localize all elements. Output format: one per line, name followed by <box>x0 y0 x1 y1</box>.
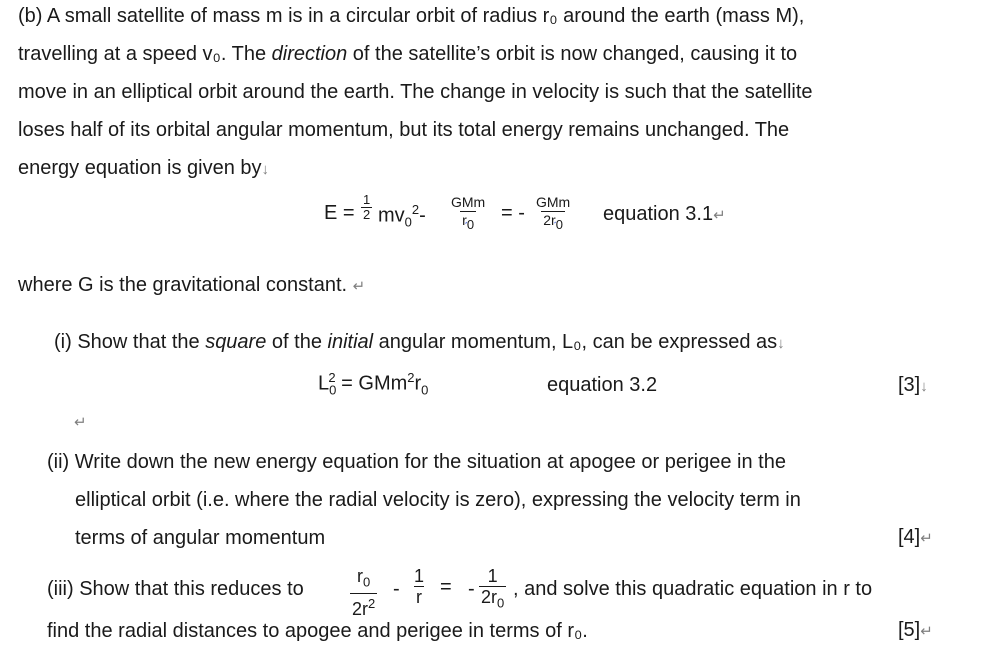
part-i-line-1: (i) Show that the square of the initial angular momentum, L₀, can be expressed as↓ <box>54 331 785 353</box>
eq31-gmm-over-2r0: GMm $2r_0$ <box>536 194 571 232</box>
part-iii-post: , and solve this quadratic equation in r to <box>513 578 873 600</box>
eq31-half: $\frac{1}{2}$ <box>363 192 371 222</box>
intro-line-2: travelling at a speed v₀. The direction of the satellite’s orbit is now changed, causing it to <box>18 43 798 65</box>
quad-frac-r0-over-2r2: $\frac{r_0}{2r^2}$ <box>352 566 376 619</box>
part-iii-line-2: find the radial distances to apogee and perigee in terms of r₀. <box>47 620 588 642</box>
intro-line-3: move in an elliptical orbit around the earth. The change in velocity is such that the satellite <box>18 81 813 103</box>
intro-line-5: energy equation is given by↓ <box>18 157 269 179</box>
part-i-marks: [3]↓ <box>898 374 928 396</box>
quad-frac-1-over-r: $\frac{1}{r}$ <box>414 566 425 607</box>
empty-paragraph-mark: ↵ <box>74 414 87 431</box>
eq32-expression: $L_0^2 = GMm^2r_0$ <box>318 370 429 398</box>
intro-line-1: (b) A small satellite of mass m is in a circular orbit of radius r₀ around the earth (mass M), <box>18 5 805 27</box>
part-iii-marks: [5]↵ <box>898 619 933 641</box>
part-ii-line-2: elliptical orbit (i.e. where the radial velocity is zero), expressing the velocity term in <box>75 489 801 511</box>
part-ii-marks: [4]↵ <box>898 526 933 548</box>
eq31-label: equation 3.1↵ <box>603 203 726 225</box>
where-line: where G is the gravitational constant. ↵ <box>18 274 366 296</box>
eq31-gmm-over-r0: GMm $r_0$ <box>451 194 486 232</box>
eq32-label: equation 3.2 <box>547 374 658 396</box>
eq31-mv: $mv_0^2-$ <box>378 202 426 230</box>
quad-minus: - <box>393 578 400 600</box>
eq31-equals: = - <box>501 202 525 224</box>
part-ii-line-3: terms of angular momentum <box>75 527 326 549</box>
part-ii-line-1: (ii) Write down the new energy equation for the situation at apogee or perigee in the <box>47 451 786 473</box>
eq31-lhs: E = <box>324 202 355 224</box>
quad-minus-2: - <box>468 578 475 600</box>
quad-frac-1-over-2r0: $\frac{1}{2r_0}$ <box>479 566 506 614</box>
quad-equals: = <box>440 576 452 598</box>
intro-line-4: loses half of its orbital angular momentum, but its total energy remains unchanged. The <box>18 119 790 141</box>
part-iii-pre: (iii) Show that this reduces to <box>47 578 304 600</box>
